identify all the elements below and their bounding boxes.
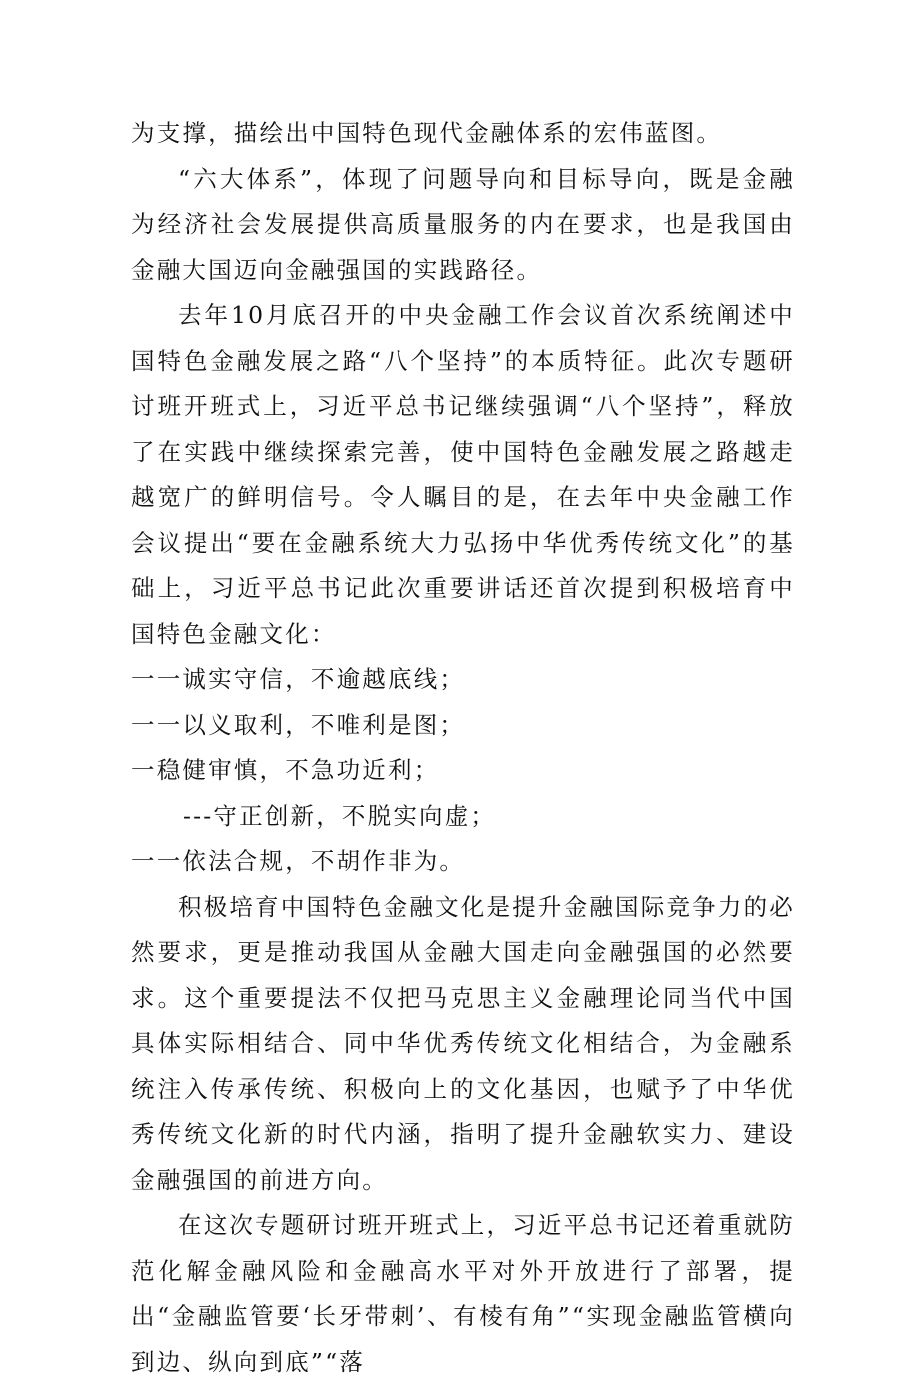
paragraph-six-systems: “六大体系”，体现了问题导向和目标导向，既是金融为经济社会发展提供高质量服务的内在要求，也是我国由金融大国迈向金融强国的实践路径。 bbox=[131, 164, 795, 284]
document-body bbox=[131, 111, 795, 1385]
list-item-righteousness: 一一以义取利，不唯利是图； bbox=[131, 710, 466, 739]
list-item-honesty: 一一诚实守信，不逾越底线； bbox=[131, 665, 466, 693]
list-item-prudence: 一稳健审慎，不急功近利； bbox=[131, 756, 440, 784]
paragraph-financial-culture: 积极培育中国特色金融文化是提升金融国际竞争力的必然要求，更是推动我国从金融大国走向金融强国的必然要求。这个重要提法不仅把马克思主义金融理论同当代中国具体实际相结合、同中华优秀传统文化相结合，为金融系统注入传承传统、积极向上的文化基因，也赋予了中华优秀传统文化新的时代内涵，指明了提升金融软实力、建设金融强国的前进方向。 bbox=[131, 892, 795, 1194]
paragraph-continuation: 为支撑，描绘出中国特色现代金融体系的宏伟蓝图。 bbox=[131, 119, 723, 147]
paragraph-risk-regulation: 在这次专题研讨班开班式上，习近平总书记还着重就防范化解金融风险和金融高水平对外开放进行了部署，提出“金融监管要‘长牙带刺’、有棱有角”“实现金融监管横向到边、纵向到底”“落 bbox=[131, 1211, 795, 1376]
paragraph-eight-principles: 去年10月底召开的中央金融工作会议首次系统阐述中国特色金融发展之路“八个坚持”的本质特征。此次专题研讨班开班式上，习近平总书记继续强调“八个坚持”，释放了在实践中继续探索完善，使中国特色金融发展之路越走越宽广的鲜明信号。令人瞩目的是，在去年中央金融工作会议提出“要在金融系统大力弘扬中华优秀传统文化”的基础上，习近平总书记此次重要讲话还首次提到积极培育中国特色金融文化： bbox=[131, 301, 795, 648]
list-item-innovation: ---守正创新，不脱实向虚； bbox=[183, 801, 497, 830]
list-item-compliance: 一一依法合规，不胡作非为。 bbox=[131, 847, 466, 875]
